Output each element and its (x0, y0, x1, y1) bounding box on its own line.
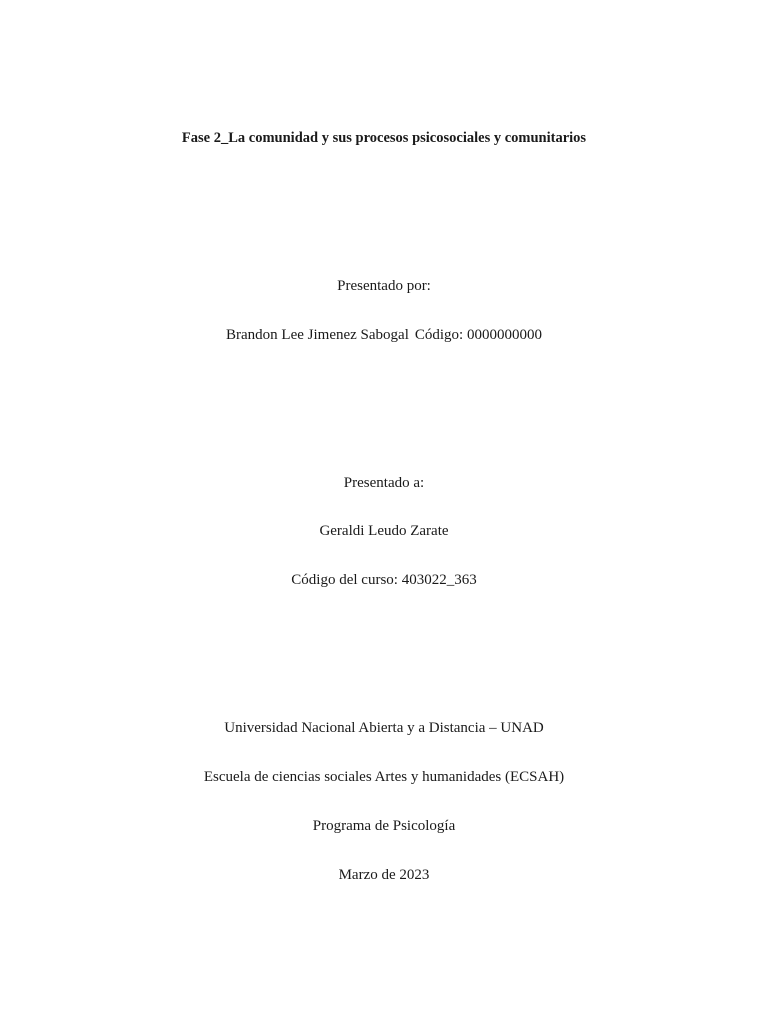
program-name: Programa de Psicología (312, 818, 456, 834)
author-row (0, 325, 768, 345)
author-code: Código: 0000000000 (414, 327, 542, 343)
university-name: Universidad Nacional Abierta y a Distancia – UNAD (224, 720, 544, 736)
presented-to-label: Presentado a: (343, 475, 425, 491)
author-name: Brandon Lee Jimenez Sabogal (226, 327, 409, 343)
presented-by-label: Presentado por: (337, 278, 431, 294)
document-date: Marzo de 2023 (338, 867, 430, 883)
school-name: Escuela de ciencias sociales Artes y humanidades (ECSAH) (203, 769, 565, 785)
course-code: Código del curso: 403022_363 (291, 572, 477, 588)
document-title: Fase 2_La comunidad y sus procesos psicosociales y comunitarios (181, 130, 587, 146)
instructor-name: Geraldi Leudo Zarate (319, 523, 449, 539)
